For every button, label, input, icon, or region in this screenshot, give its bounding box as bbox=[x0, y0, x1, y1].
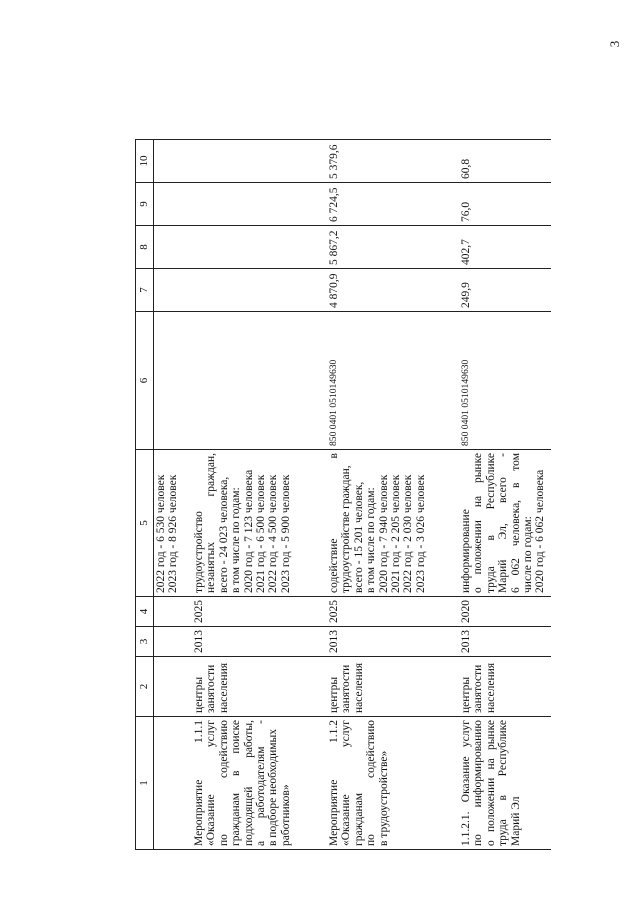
text-line: информирование bbox=[460, 509, 472, 593]
continuation-col5 bbox=[154, 450, 193, 597]
text-line: всего - 15 201 человек, bbox=[352, 481, 365, 593]
header-cell-7: 7 bbox=[136, 269, 154, 312]
text-line: по содействию bbox=[217, 720, 230, 846]
text-line: 2020 год - 7 940 человек bbox=[377, 474, 390, 593]
row1-activity bbox=[192, 717, 327, 850]
row3-activity bbox=[459, 717, 551, 850]
text-line: труда в Республике bbox=[484, 453, 497, 593]
row1-end-year: 2025 bbox=[192, 597, 327, 627]
row3-end-year: 2020 bbox=[459, 597, 551, 627]
text-line: в том числе по годам: bbox=[230, 487, 243, 593]
table-row bbox=[192, 140, 327, 850]
text-line: 2022 год - 6 530 человек bbox=[155, 474, 167, 593]
text-line: а работодателям - bbox=[255, 720, 268, 846]
text-line: содействие в bbox=[328, 453, 340, 593]
header-cell-8: 8 bbox=[136, 226, 154, 269]
text-line: Мероприятие 1.1.1 bbox=[193, 720, 205, 846]
row3-value-2023: 60,8 bbox=[459, 140, 551, 183]
text-line: 2021 год - 6 500 человек bbox=[255, 474, 268, 593]
text-line: занятости bbox=[472, 664, 485, 713]
row3-value-2020: 249,9 bbox=[459, 269, 551, 312]
row2-activity bbox=[327, 717, 459, 850]
row3-value-2022: 76,0 bbox=[459, 183, 551, 226]
text-line: 2020 год - 6 062 человека bbox=[534, 469, 547, 593]
text-line: о положении на рынке bbox=[472, 453, 485, 593]
text-line: 6 062 человека, в том bbox=[509, 453, 522, 593]
text-line: числе по годам: bbox=[522, 516, 535, 593]
text-line: Марий Эл bbox=[509, 796, 522, 846]
text-line: центры bbox=[460, 676, 472, 713]
header-cell-3: 3 bbox=[136, 627, 154, 657]
text-line: работников» bbox=[279, 784, 292, 846]
row3-budget-code: 850 0401 0510149630 bbox=[459, 312, 551, 450]
header-cell-2: 2 bbox=[136, 657, 154, 717]
text-line: всего - 24 023 человека, bbox=[217, 476, 230, 593]
row2-budget-code: 850 0401 0510149630 bbox=[327, 312, 459, 450]
row2-start-year: 2013 bbox=[327, 627, 459, 657]
text-line: в том числе по годам: bbox=[365, 487, 378, 593]
row2-value-2020: 4 870,9 bbox=[327, 269, 459, 312]
row2-result bbox=[327, 450, 459, 597]
row1-executor bbox=[192, 657, 327, 717]
text-line: 2020 год - 7 123 человека bbox=[242, 469, 255, 593]
text-line: гражданам в поиске bbox=[230, 720, 243, 846]
text-line: населения bbox=[352, 662, 365, 713]
text-line: трудоустройстве граждан, bbox=[340, 465, 353, 593]
text-line: по информированию bbox=[472, 720, 485, 846]
row2-executor bbox=[327, 657, 459, 717]
header-cell-10: 10 bbox=[136, 140, 154, 183]
text-line: «Оказание услуг bbox=[340, 720, 353, 846]
text-line: занятости bbox=[340, 664, 353, 713]
header-cell-5: 5 bbox=[136, 450, 154, 597]
program-activities-table bbox=[135, 139, 551, 850]
continuation-row bbox=[154, 140, 193, 850]
text-line: в подборе необходимых bbox=[267, 729, 280, 846]
row3-result bbox=[459, 450, 551, 597]
header-row bbox=[136, 140, 154, 850]
row2-value-2022: 6 724,5 bbox=[327, 183, 459, 226]
row2-value-2023: 5 379,6 bbox=[327, 140, 459, 183]
table-row bbox=[327, 140, 459, 850]
text-line: населения bbox=[217, 662, 230, 713]
header-cell-4: 4 bbox=[136, 597, 154, 627]
header-cell-6: 6 bbox=[136, 312, 154, 450]
row2-end-year: 2025 bbox=[327, 597, 459, 627]
text-line: незанятых граждан, bbox=[205, 453, 218, 593]
row1-value-2020 bbox=[192, 269, 327, 312]
page-number: 3 bbox=[607, 40, 622, 48]
text-line: центры bbox=[328, 676, 340, 713]
row1-value-2023 bbox=[192, 140, 327, 183]
text-line: «Оказание услуг bbox=[205, 720, 218, 846]
text-line: о положении на рынке bbox=[484, 720, 497, 846]
text-line: 2023 год - 5 900 человек bbox=[279, 474, 292, 593]
row1-value-2021 bbox=[192, 226, 327, 269]
text-line: в трудоустройстве» bbox=[377, 750, 390, 846]
row3-executor bbox=[459, 657, 551, 717]
text-line: 2022 год - 2 030 человек bbox=[402, 474, 415, 593]
text-line: трудоустройство bbox=[193, 511, 205, 593]
text-line: Мероприятие 1.1.2 bbox=[328, 720, 340, 846]
row1-start-year: 2013 bbox=[192, 627, 327, 657]
row3-start-year: 2013 bbox=[459, 627, 551, 657]
text-line: Марий Эл, всего - bbox=[497, 453, 510, 593]
row1-budget-code bbox=[192, 312, 327, 450]
text-line: по содействию bbox=[365, 720, 378, 846]
header-cell-9: 9 bbox=[136, 183, 154, 226]
text-line: 1.1.2.1. Оказание услуг bbox=[460, 720, 472, 846]
text-line: 2021 год - 2 205 человек bbox=[390, 474, 403, 593]
text-line: подходящей работы, bbox=[242, 720, 255, 846]
text-line: труда в Республике bbox=[497, 720, 510, 846]
text-line: 2022 год - 4 500 человек bbox=[267, 474, 280, 593]
text-line: населения bbox=[484, 662, 497, 713]
text-line: 2023 год - 8 926 человек bbox=[167, 474, 180, 593]
row1-result bbox=[192, 450, 327, 597]
row1-value-2022 bbox=[192, 183, 327, 226]
text-line: занятости bbox=[205, 664, 218, 713]
table-row bbox=[459, 140, 551, 850]
header-cell-1: 1 bbox=[136, 717, 154, 850]
text-line: центры bbox=[193, 676, 205, 713]
text-line: гражданам bbox=[352, 792, 365, 846]
text-line: 2023 год - 3 026 человек bbox=[414, 474, 427, 593]
row2-value-2021: 5 867,2 bbox=[327, 226, 459, 269]
row3-value-2021: 402,7 bbox=[459, 226, 551, 269]
